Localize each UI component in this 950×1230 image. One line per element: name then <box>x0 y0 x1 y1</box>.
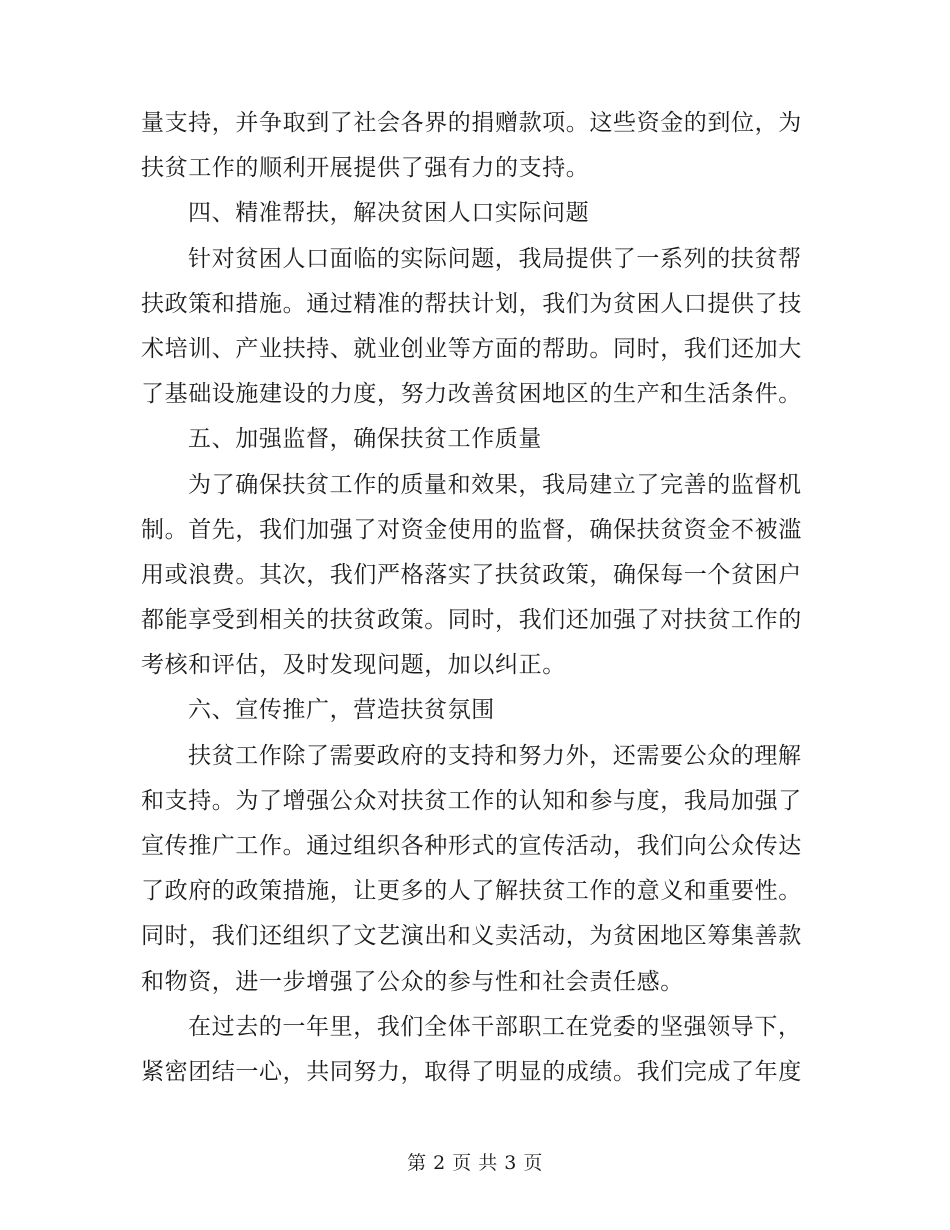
text-line: 在过去的一年里，我们全体干部职工在党委的坚强领导下， <box>188 1013 802 1040</box>
text-line: 考核和评估，及时发现问题，加以纠正。 <box>141 652 566 679</box>
document-body <box>141 101 802 1095</box>
text-line: 四、精准帮扶，解决贫困人口实际问题 <box>188 200 590 227</box>
text-line: 扶贫工作除了需要政府的支持和努力外，还需要公众的理解 <box>188 742 802 769</box>
text-line: 同时，我们还组织了文艺演出和义卖活动，为贫困地区筹集善款 <box>141 923 802 950</box>
text-line: 为了确保扶贫工作的质量和效果，我局建立了完善的监督机 <box>188 471 802 498</box>
text-line: 针对贫困人口面临的实际问题，我局提供了一系列的扶贫帮 <box>188 245 802 272</box>
page-footer: 第 2 页 共 3 页 <box>407 1152 543 1174</box>
text-line: 紧密团结一心，共同努力，取得了明显的成绩。我们完成了年度 <box>141 1058 802 1085</box>
text-line: 宣传推广工作。通过组织各种形式的宣传活动，我们向公众传达 <box>141 833 802 859</box>
text-line: 了基础设施建设的力度，努力改善贫困地区的生产和生活条件。 <box>141 381 802 408</box>
text-line: 量支持，并争取到了社会各界的捐赠款项。这些资金的到位，为 <box>141 110 802 136</box>
text-line: 制。首先，我们加强了对资金使用的监督，确保扶贫资金不被滥 <box>141 516 802 543</box>
text-line: 用或浪费。其次，我们严格落实了扶贫政策，确保每一个贫困户 <box>141 561 802 588</box>
text-line: 都能享受到相关的扶贫政策。同时，我们还加强了对扶贫工作的 <box>141 607 802 634</box>
text-line: 和支持。为了增强公众对扶贫工作的认知和参与度，我局加强了 <box>141 787 802 814</box>
text-line: 和物资，进一步增强了公众的参与性和社会责任感。 <box>141 968 684 995</box>
text-line: 术培训、产业扶持、就业创业等方面的帮助。同时，我们还加大 <box>141 335 802 362</box>
text-line: 扶贫工作的顺利开展提供了强有力的支持。 <box>141 155 590 182</box>
text-line: 六、宣传推广，营造扶贫氛围 <box>188 697 495 724</box>
text-line: 扶政策和措施。通过精准的帮扶计划，我们为贫困人口提供了技 <box>141 290 802 317</box>
text-line: 五、加强监督，确保扶贫工作质量 <box>188 426 542 453</box>
text-line: 了政府的政策措施，让更多的人了解扶贫工作的意义和重要性。 <box>141 878 802 905</box>
